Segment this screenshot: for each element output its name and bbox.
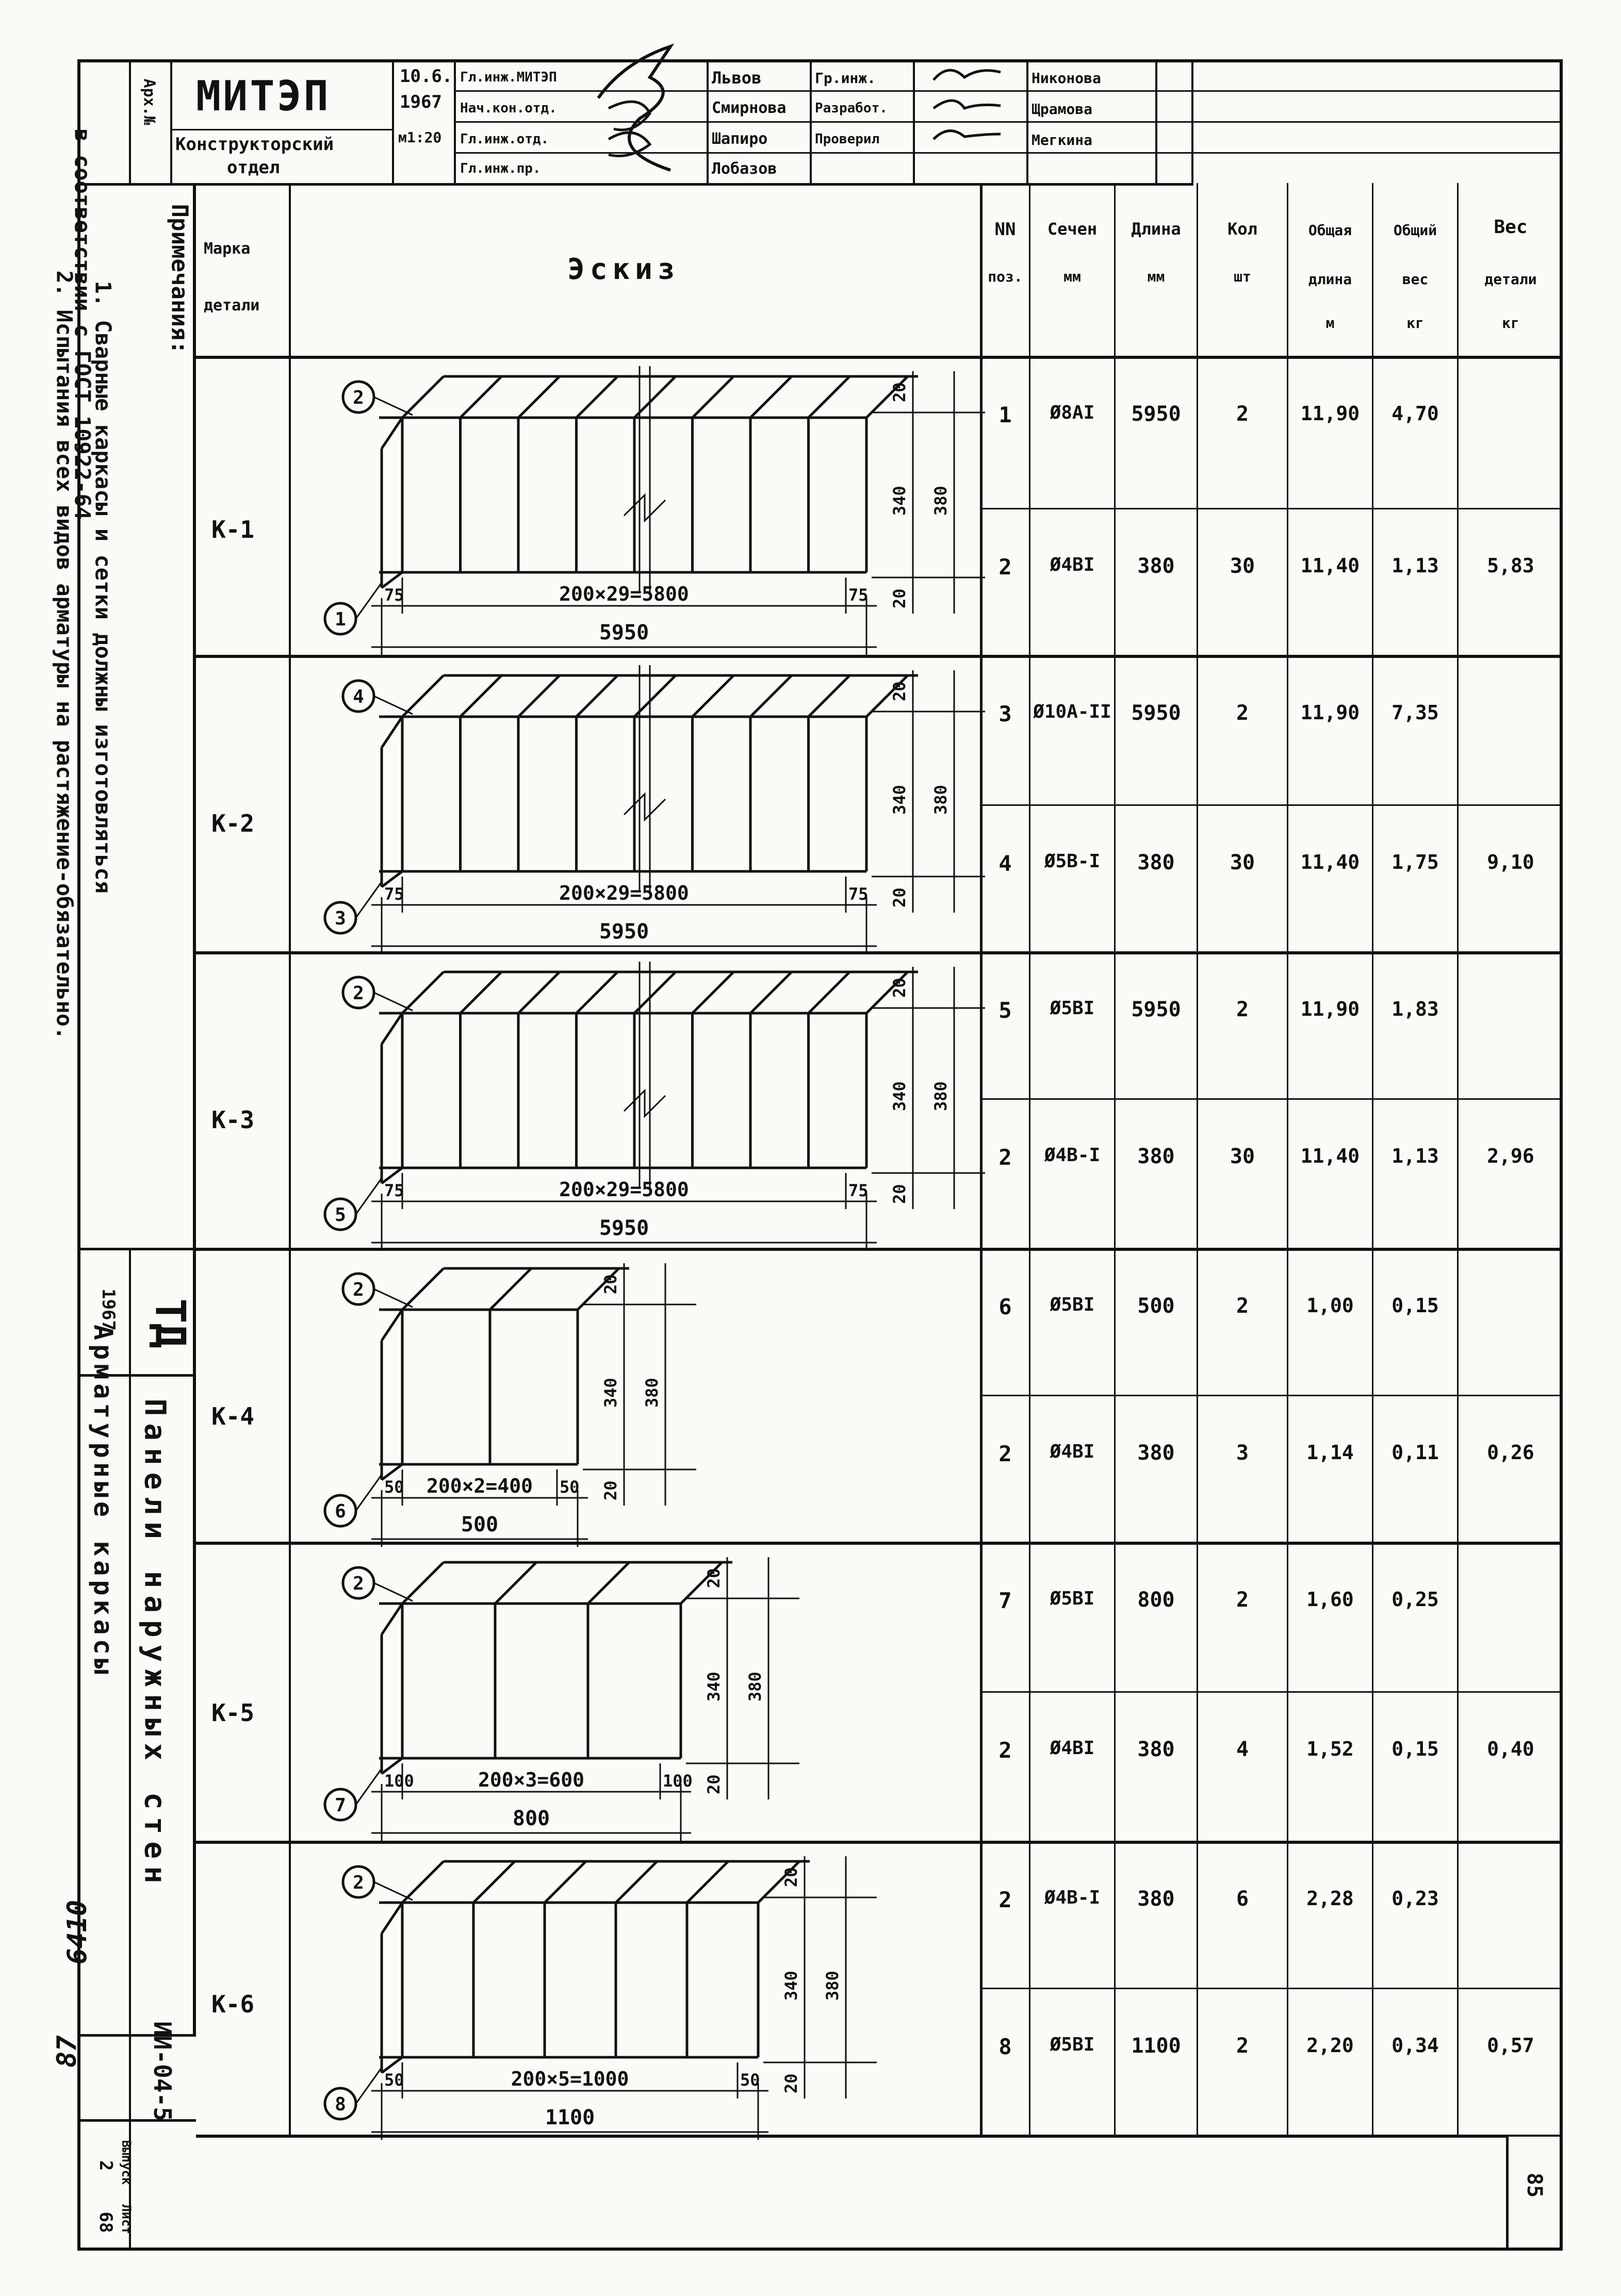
cross-bar-slant (693, 675, 734, 717)
dim-full-label: 380 (642, 1378, 662, 1408)
leader-line (356, 1475, 382, 1511)
cross-bar-slant (518, 675, 560, 717)
cross-bar-slant (490, 1268, 531, 1310)
dim-bot-label: 20 (781, 2073, 801, 2093)
leader-line (374, 1583, 413, 1601)
cell-length: 380 (1137, 1145, 1175, 1168)
top-position-number: 2 (353, 1573, 364, 1594)
total-length-label: 5950 (599, 1216, 649, 1240)
cross-bar-slant (461, 972, 502, 1013)
rear-top-link (382, 418, 402, 449)
cell-mark: К-4 (211, 1402, 255, 1430)
cell-total-wt: 0,15 (1391, 1294, 1439, 1317)
total-length-label: 800 (512, 1807, 550, 1830)
cross-bar-slant (577, 675, 618, 717)
cross-bar-slant (588, 1562, 629, 1604)
cell-mark: К-3 (211, 1106, 255, 1134)
cell-pos: 2 (998, 554, 1012, 580)
cross-bar-slant (687, 1861, 728, 1903)
cell-section: Ø5BI (1050, 1588, 1095, 1609)
cell-length: 380 (1137, 554, 1175, 578)
cell-length: 5950 (1131, 701, 1181, 725)
cross-bar-slant (402, 1268, 444, 1310)
leader-line (374, 993, 413, 1011)
end-right-label: 75 (848, 585, 869, 605)
dim-full-label: 380 (931, 785, 951, 815)
end-right-label: 50 (740, 2070, 760, 2090)
name-mid-3: Шапиро (712, 130, 768, 148)
rear-top-link (382, 1013, 402, 1044)
dim-mid-label: 340 (890, 1081, 909, 1111)
header-part-wt-3: кг (1502, 315, 1519, 332)
cell-length: 380 (1137, 1441, 1175, 1465)
cell-part-wt: 5,83 (1487, 554, 1534, 577)
spacing-label: 200×3=600 (478, 1769, 584, 1791)
leader-line (356, 1769, 382, 1805)
cell-length: 380 (1137, 1738, 1175, 1761)
cross-bar-slant (545, 1861, 586, 1903)
end-left-label: 75 (384, 884, 404, 904)
cell-section: Ø4BI (1050, 554, 1095, 575)
bottom-position-number: 6 (335, 1501, 346, 1522)
dept-line2: отдел (227, 157, 280, 178)
cell-mark: К-5 (211, 1699, 255, 1727)
note-line-1b: в соответствии с ГОСТ 10922-64 (70, 128, 95, 520)
cross-bar-slant (402, 1562, 444, 1604)
dim-mid-label: 340 (601, 1378, 620, 1408)
top-position-number: 2 (353, 1279, 364, 1300)
stamp-code: ИИ-04-5 (149, 2021, 176, 2121)
spacing-label: 200×29=5800 (559, 583, 689, 605)
cross-bar-slant (750, 376, 792, 418)
top-position-number: 2 (353, 1872, 364, 1893)
dim-bot-label: 20 (890, 588, 909, 608)
role-right-2: Разработ. (815, 101, 888, 116)
sheet-number: 68 (95, 2211, 116, 2233)
total-length-label: 500 (461, 1513, 499, 1537)
cell-pos: 5 (998, 998, 1012, 1023)
name-mid-4: Лобазов (712, 160, 777, 178)
cross-bar-slant (402, 675, 444, 717)
leader-line (374, 397, 413, 415)
cross-bar-slant (634, 675, 676, 717)
cross-bar-slant (809, 972, 850, 1013)
name-right-1: Никонова (1031, 70, 1101, 87)
cell-qty: 2 (1236, 1588, 1249, 1612)
total-length-label: 5950 (599, 920, 649, 944)
dim-top-label: 20 (890, 978, 909, 998)
bottom-position-number: 3 (335, 908, 346, 929)
spacing-label: 200×2=400 (427, 1475, 533, 1497)
dim-top-label: 20 (890, 681, 909, 701)
page-number: 85 (1522, 2172, 1546, 2198)
cross-bar-slant (473, 1861, 515, 1903)
cell-qty: 2 (1236, 1294, 1249, 1318)
cell-section: Ø5BI (1050, 998, 1095, 1019)
cell-total-len: 11,40 (1300, 1145, 1360, 1167)
cell-pos: 8 (998, 2034, 1012, 2059)
top-position-number: 2 (353, 983, 364, 1004)
cell-pos: 7 (998, 1588, 1012, 1613)
cell-qty: 6 (1236, 1887, 1249, 1911)
cell-qty: 30 (1230, 554, 1255, 578)
dim-mid-label: 340 (890, 785, 909, 815)
cell-mark: К-1 (211, 516, 255, 543)
bottom-position-number: 8 (335, 2094, 346, 2115)
cross-bar-slant (518, 972, 560, 1013)
cell-length: 800 (1137, 1588, 1175, 1612)
stamp-year: 1967 (98, 1289, 119, 1331)
bottom-position-number: 7 (335, 1795, 346, 1816)
dim-full-label: 380 (931, 486, 951, 516)
cell-total-wt: 0,11 (1391, 1441, 1439, 1464)
cell-qty: 2 (1236, 402, 1249, 426)
cell-pos: 3 (998, 701, 1012, 726)
cell-part-wt: 9,10 (1487, 851, 1534, 873)
leader-line (356, 2068, 382, 2104)
name-right-3: Мегкина (1031, 131, 1093, 148)
cell-total-wt: 0,25 (1391, 1588, 1439, 1611)
cell-qty: 2 (1236, 701, 1249, 725)
cell-total-wt: 4,70 (1391, 402, 1439, 425)
cell-qty: 30 (1230, 1145, 1255, 1168)
role-right-3: Проверил (815, 131, 880, 147)
rear-top-link (382, 1310, 402, 1341)
header-total-len-2: длина (1308, 271, 1352, 288)
date-line1: 10.6. (400, 66, 453, 87)
cross-bar-slant (577, 972, 618, 1013)
cell-pos: 2 (998, 1145, 1012, 1170)
cell-part-wt: 2,96 (1487, 1145, 1534, 1167)
role-1: Гл.инж.МИТЭП (460, 70, 557, 85)
cell-section: Ø8AI (1050, 402, 1095, 423)
name-mid-1: Львов (712, 68, 762, 88)
cell-total-len: 11,90 (1300, 701, 1360, 724)
cell-length: 380 (1137, 851, 1175, 874)
cross-bar-slant (577, 376, 618, 418)
header-total-len-3: м (1325, 315, 1335, 332)
header-part-wt-1: Вес (1494, 217, 1528, 238)
end-left-label: 100 (384, 1771, 414, 1791)
sheet-label: Лист (119, 2204, 134, 2234)
dim-mid-label: 340 (781, 1971, 801, 2001)
cell-section: Ø10A-II (1033, 701, 1111, 722)
cell-total-wt: 0,34 (1391, 2034, 1439, 2057)
dim-full-label: 380 (823, 1971, 842, 2001)
role-4: Гл.инж.пр. (460, 161, 541, 176)
rear-top-link (382, 1604, 402, 1634)
dim-mid-label: 340 (704, 1672, 724, 1702)
header-total-wt-2: вес (1402, 271, 1429, 288)
spacing-label: 200×5=1000 (511, 2068, 629, 2090)
cell-qty: 2 (1236, 998, 1249, 1021)
archive-label: Арх.№ (140, 78, 158, 125)
cell-part-wt: 0,26 (1487, 1441, 1534, 1464)
cross-bar-slant (402, 972, 444, 1013)
total-length-label: 5950 (599, 621, 649, 645)
leader-line (356, 1178, 382, 1214)
dim-top-label: 20 (704, 1568, 724, 1588)
end-left-label: 50 (384, 2070, 404, 2090)
cell-pos: 4 (998, 851, 1012, 876)
cross-bar-slant (634, 972, 676, 1013)
cell-length: 500 (1137, 1294, 1175, 1318)
header-pos-2: поз. (988, 268, 1023, 285)
cell-total-len: 11,40 (1300, 851, 1360, 873)
cell-section: Ø4B-I (1044, 1145, 1101, 1166)
cell-section: Ø5B-I (1044, 851, 1101, 872)
cell-total-wt: 0,15 (1391, 1738, 1439, 1760)
end-right-label: 50 (560, 1477, 580, 1497)
cell-total-wt: 1,83 (1391, 998, 1439, 1020)
dim-bot-label: 20 (601, 1480, 620, 1500)
cell-total-len: 1,14 (1306, 1441, 1354, 1464)
cell-section: Ø4BI (1050, 1738, 1095, 1759)
top-position-number: 4 (353, 686, 364, 707)
cell-length: 1100 (1131, 2034, 1181, 2058)
leader-line (356, 583, 382, 619)
cross-bar-slant (461, 675, 502, 717)
header-mark-2: детали (204, 296, 260, 315)
cell-total-len: 2,28 (1306, 1887, 1354, 1910)
scale: м1:20 (398, 129, 442, 146)
cell-mark: К-2 (211, 810, 255, 837)
cross-bar-slant (693, 376, 734, 418)
bottom-position-number: 1 (335, 609, 346, 630)
break-symbol (624, 495, 665, 521)
cell-total-wt: 7,35 (1391, 701, 1439, 724)
header-length-1: Длина (1131, 219, 1181, 239)
header-qty-2: шт (1234, 268, 1251, 285)
cross-bar-slant (518, 376, 560, 418)
end-right-label: 75 (848, 884, 869, 904)
cell-section: Ø5BI (1050, 2034, 1095, 2055)
cell-total-len: 11,90 (1300, 998, 1360, 1020)
inventory-suffix: 87 (52, 2035, 83, 2068)
cross-bar-slant (634, 376, 676, 418)
dim-top-label: 20 (781, 1867, 801, 1887)
stamp-title1: Панели наружных стен (138, 1398, 172, 1891)
end-left-label: 75 (384, 585, 404, 605)
break-symbol (624, 794, 665, 820)
cell-total-wt: 0,23 (1391, 1887, 1439, 1910)
cell-total-len: 1,60 (1306, 1588, 1354, 1611)
end-right-label: 100 (663, 1771, 693, 1791)
stamp-title2: Арматурные каркасы (88, 1325, 118, 1678)
cell-pos: 2 (998, 1887, 1012, 1912)
cell-total-len: 11,40 (1300, 554, 1360, 577)
leader-line (374, 696, 413, 714)
name-mid-2: Смирнова (712, 99, 787, 117)
cross-bar-slant (495, 1562, 536, 1604)
dept-line1: Конструкторский (175, 134, 334, 155)
stamp-td: ТД (146, 1298, 194, 1348)
header-pos-1: NN (994, 219, 1016, 240)
end-left-label: 75 (384, 1181, 404, 1200)
cross-bar-slant (402, 376, 444, 418)
total-length-label: 1100 (545, 2106, 595, 2129)
cross-bar-slant (461, 376, 502, 418)
dim-bot-label: 20 (704, 1774, 724, 1794)
dim-full-label: 380 (931, 1081, 951, 1111)
header-total-wt-1: Общий (1393, 222, 1437, 239)
spacing-label: 200×29=5800 (559, 1178, 689, 1201)
cell-total-len: 1,00 (1306, 1294, 1354, 1317)
cell-part-wt: 0,57 (1487, 2034, 1534, 2057)
cell-part-wt: 0,40 (1487, 1738, 1534, 1760)
header-section-1: Сечен (1047, 219, 1098, 239)
cross-bar-slant (693, 972, 734, 1013)
rear-top-link (382, 1903, 402, 1934)
break-symbol (624, 1091, 665, 1116)
note-line-1a: 1. Сварные каркасы и сетки должны изготовляться (90, 280, 116, 894)
cell-section: Ø4B-I (1044, 1887, 1101, 1908)
cross-bar-slant (809, 376, 850, 418)
dim-bot-label: 20 (890, 887, 909, 907)
header-qty-1: Кол (1227, 219, 1257, 239)
org-name: МИТЭП (196, 72, 331, 120)
end-left-label: 50 (384, 1477, 404, 1497)
cell-section: Ø5BI (1050, 1294, 1095, 1315)
leader-line (374, 1289, 413, 1307)
header-mark-1: Марка (204, 240, 251, 258)
inventory-number: 6410 (62, 1899, 93, 1964)
leader-line (374, 1882, 413, 1900)
date-line2: 1967 (400, 92, 442, 112)
cell-total-len: 2,20 (1306, 2034, 1354, 2057)
note-line-2: 2. Испытания всех видов арматуры на растяжение-обязательно. (52, 270, 77, 1040)
cell-qty: 2 (1236, 2034, 1249, 2058)
cell-total-wt: 1,75 (1391, 851, 1439, 873)
leader-line (356, 882, 382, 918)
role-3: Гл.инж.отд. (460, 131, 549, 147)
header-total-wt-3: кг (1406, 315, 1424, 332)
dim-bot-label: 20 (890, 1184, 909, 1204)
header-length-2: мм (1147, 268, 1165, 285)
cross-bar-slant (750, 972, 792, 1013)
cell-length: 380 (1137, 1887, 1175, 1911)
cell-pos: 1 (998, 402, 1012, 427)
top-position-number: 2 (353, 387, 364, 408)
header-section-2: мм (1063, 268, 1081, 285)
spacing-label: 200×29=5800 (559, 882, 689, 904)
header-sketch: Эскиз (567, 253, 680, 286)
cell-pos: 6 (998, 1294, 1012, 1319)
dim-top-label: 20 (601, 1274, 620, 1294)
cell-total-len: 11,90 (1300, 402, 1360, 425)
cell-total-wt: 1,13 (1391, 1145, 1439, 1167)
dim-mid-label: 340 (890, 486, 909, 516)
cell-qty: 4 (1236, 1738, 1249, 1761)
issue-label: Выпуск (119, 2140, 134, 2185)
cell-qty: 3 (1236, 1441, 1249, 1465)
cross-bar-slant (750, 675, 792, 717)
issue-number: 2 (95, 2160, 116, 2171)
name-right-2: Щрамова (1031, 101, 1093, 118)
cross-bar-slant (616, 1861, 657, 1903)
header-total-len-1: Общая (1308, 222, 1352, 239)
cell-section: Ø4BI (1050, 1441, 1095, 1462)
cross-bar-slant (809, 675, 850, 717)
cell-mark: К-6 (211, 1990, 255, 2018)
cell-pos: 2 (998, 1441, 1012, 1466)
cell-length: 5950 (1131, 998, 1181, 1021)
cell-total-wt: 1,13 (1391, 554, 1439, 577)
cell-total-len: 1,52 (1306, 1738, 1354, 1760)
dim-top-label: 20 (890, 382, 909, 402)
cross-bar-slant (402, 1861, 444, 1903)
cell-length: 5950 (1131, 402, 1181, 426)
bottom-position-number: 5 (335, 1204, 346, 1226)
rear-top-link (382, 717, 402, 748)
role-right-1: Гр.инж. (815, 70, 876, 87)
cell-pos: 2 (998, 1738, 1012, 1763)
cell-qty: 30 (1230, 851, 1255, 874)
header-part-wt-2: детали (1484, 271, 1537, 288)
dim-full-label: 380 (745, 1672, 765, 1702)
end-right-label: 75 (848, 1181, 869, 1200)
notes-heading: Примечания: (166, 204, 193, 354)
role-2: Нач.кон.отд. (460, 101, 557, 116)
